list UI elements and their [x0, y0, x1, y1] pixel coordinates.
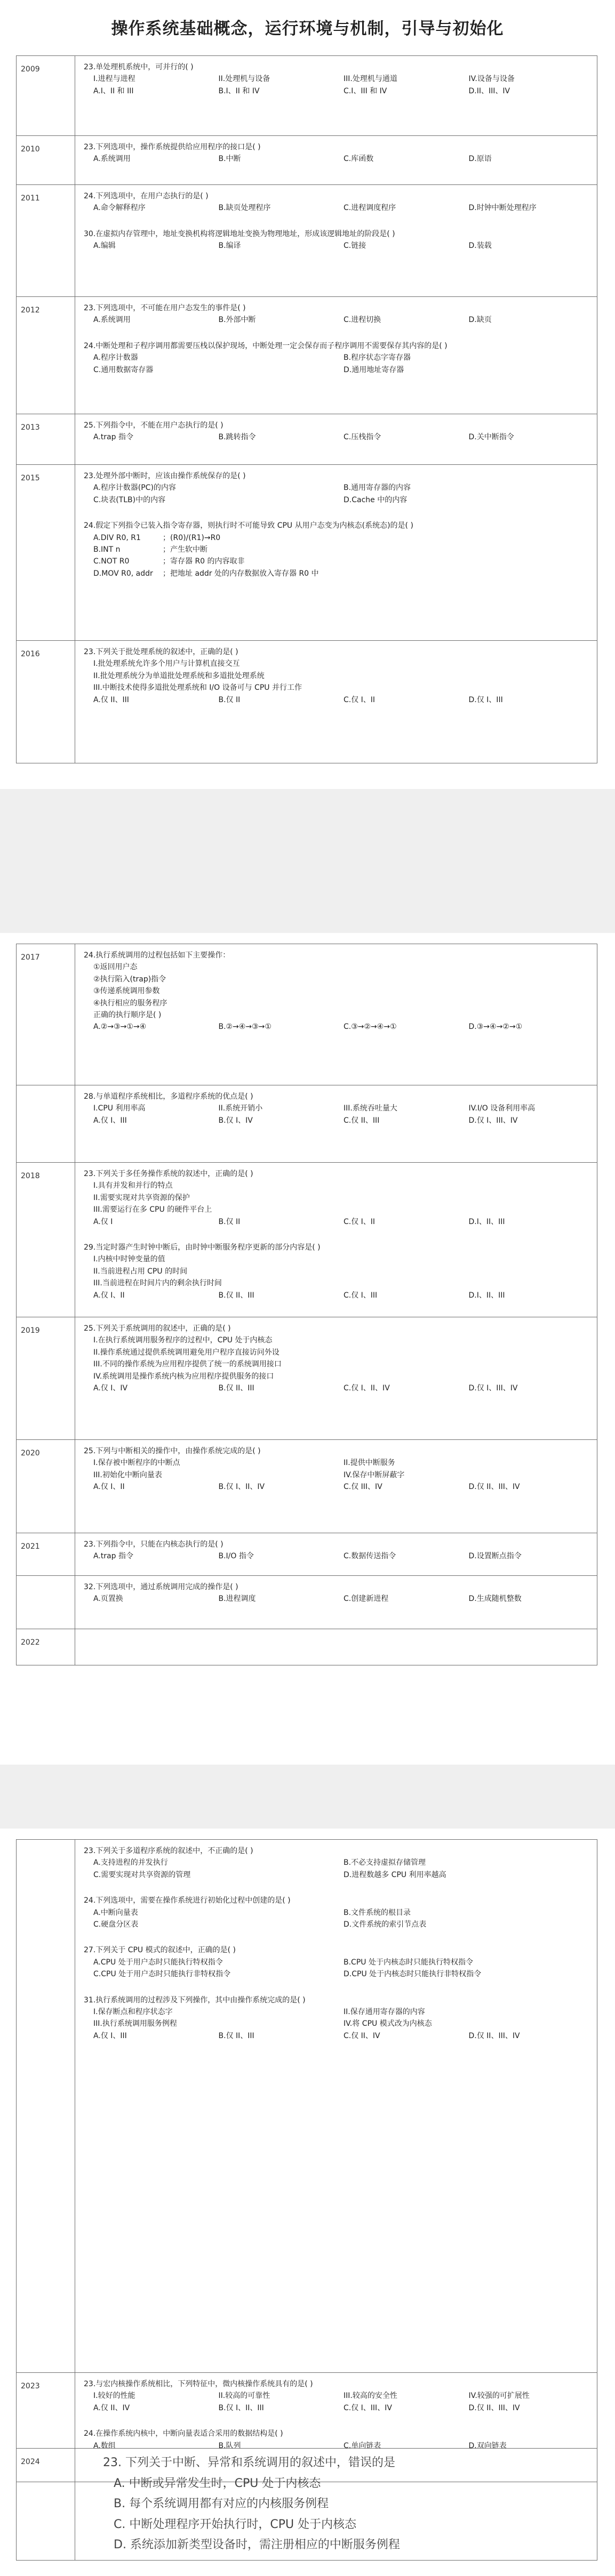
options-grid — [82, 1102, 590, 1126]
statement-line: II.当前进程占用 CPU 的时间 — [93, 1267, 188, 1276]
year-label: 2020 — [17, 1440, 75, 1533]
question-block — [82, 228, 590, 252]
option-item: B.CPU 处于内核态时只能执行特权指令 — [344, 1958, 473, 1967]
question-block — [82, 61, 590, 97]
options-grid — [82, 73, 590, 97]
question-table-1 — [16, 55, 597, 763]
question-cell — [75, 1576, 597, 1629]
option-item: C.仅 III、IV — [344, 1483, 382, 1492]
option-item: A.trap 指令 — [93, 433, 133, 442]
option-item: B.仅 II — [218, 695, 241, 704]
question-cell — [75, 136, 597, 185]
options-grid — [82, 2030, 590, 2042]
year-label: 2011 — [17, 185, 75, 297]
question-block — [82, 1539, 590, 1563]
options-grid — [82, 153, 590, 165]
option-item: C.通用数据寄存器 — [93, 365, 154, 374]
question-cell — [75, 1629, 597, 1665]
statement-line: I.内核中时钟变量的值 — [93, 1255, 165, 1264]
year-label: 2024 — [17, 2449, 75, 2561]
option-item: C.单向链表 — [344, 2441, 381, 2450]
year-label: 2017 — [17, 944, 75, 1085]
statement-grid — [82, 2006, 590, 2030]
question-cell — [75, 944, 597, 1085]
option-item: D.时钟中断处理程序 — [468, 204, 537, 213]
option-item: C.仅 I、III — [344, 1291, 378, 1300]
year-label: 2021 — [17, 1533, 75, 1576]
page-gap — [0, 1765, 615, 1829]
question-stem: 25.下列关于系统调用的叙述中，正确的是( ) — [84, 1324, 231, 1333]
option-item: C.进程调度程序 — [344, 204, 396, 213]
question-block — [82, 1323, 590, 1394]
question-cell — [75, 1533, 597, 1576]
option-item: B.缺页处理程序 — [218, 204, 271, 213]
options-grid — [82, 240, 590, 252]
option-item: A.页置换 — [93, 1595, 123, 1604]
question-block — [82, 1994, 590, 2042]
option-item: C.NOT R0 — [93, 557, 130, 566]
option-item: D.生成随机整数 — [468, 1595, 522, 1604]
option-item: C.仅 I、II、IV — [344, 1383, 390, 1392]
year-label: 2013 — [17, 414, 75, 465]
question-stem: 23.下列关于多任务操作系统的叙述中，正确的是( ) — [84, 1170, 253, 1178]
question-stem: 23.单处理机系统中，可并行的( ) — [84, 63, 194, 71]
year-row — [17, 1840, 597, 2373]
option-item: C.压栈指令 — [344, 433, 381, 442]
option-item: D.通用地址寄存器 — [344, 365, 404, 374]
options-grid — [82, 2390, 590, 2414]
statement-line: III.需要运行在多 CPU 的硬件平台上 — [93, 1205, 212, 1214]
question-block — [82, 190, 590, 214]
option-item: B.程序状态字寄存器 — [344, 353, 411, 363]
options-grid — [82, 352, 590, 376]
option-item: D.仅 I、III、IV — [468, 1116, 518, 1125]
question-cell — [75, 185, 597, 297]
options-grid — [82, 1550, 590, 1562]
statement-line: ④执行相应的服务程序 — [93, 999, 167, 1008]
option-item: A.仅 II、III — [93, 695, 129, 704]
question-cell — [75, 56, 597, 136]
option-item: B.通用寄存器的内容 — [344, 484, 411, 493]
year-row — [17, 1533, 597, 1576]
question-cell — [75, 1085, 597, 1163]
year-row — [17, 136, 597, 185]
option-item: I.较好的性能 — [93, 2392, 135, 2401]
option-item: II.处理机与设备 — [218, 75, 270, 84]
options-grid — [82, 202, 590, 214]
option-item: III.系统吞吐量大 — [344, 1104, 397, 1113]
question-block — [82, 1895, 590, 1930]
option-item: A.程序计数器 — [93, 353, 138, 363]
question-stem: 23.处理外部中断时，应该由操作系统保存的是( ) — [84, 472, 246, 480]
question-block — [82, 1944, 590, 1980]
option-item: A.仅 I、II — [93, 1483, 125, 1492]
year-label: 2023 — [17, 2373, 75, 2482]
option-item: D.仅 I、III、IV — [468, 1383, 518, 1392]
statement-line: I.批处理系统允许多个用户与计算机直接交互 — [93, 659, 240, 669]
question-block — [82, 646, 590, 706]
question-block — [82, 1091, 590, 1126]
question-stem: 31.执行系统调用的过程涉及下列操作，其中由操作系统完成的是( ) — [84, 1995, 306, 2005]
option-item: A.仅 I — [93, 1217, 113, 1226]
option-item: A.数组 — [93, 2441, 116, 2450]
options-grid — [82, 1593, 590, 1605]
question-block — [82, 1581, 590, 1605]
option-item: B.进程调度 — [218, 1595, 256, 1604]
question-block — [82, 1242, 590, 1301]
question-stem: 32.下列选项中，通过系统调用完成的操作是( ) — [84, 1583, 238, 1591]
statement-line: III.中断技术使得多道批处理系统和 I/O 设备可与 CPU 并行工作 — [93, 683, 302, 693]
option-item: D.③→④→②→① — [468, 1023, 523, 1032]
year-row — [17, 1440, 597, 1533]
option-item: A.仅 II、IV — [93, 2403, 130, 2412]
question-cell — [75, 641, 597, 763]
option-item: II.系统开销小 — [218, 1104, 263, 1113]
question-stem: 30.在虚拟内存管理中，地址变换机构将逻辑地址变换为物理地址，形成该逻辑地址的阶段是( ) — [84, 229, 395, 238]
option-item: A.命令解释程序 — [93, 204, 146, 213]
year-row — [17, 1163, 597, 1317]
option-item: A.I、II 和 III — [93, 86, 134, 95]
option-item: ；把地址 addr 处的内存数据放入寄存器 R0 中 — [163, 569, 319, 578]
page-gap — [0, 789, 615, 933]
question-cell — [75, 2449, 597, 2561]
question-stem: 29.当定时器产生时钟中断后，由时钟中断服务程序更新的部分内容是( ) — [84, 1243, 321, 1252]
option-item: D.进程数越多 CPU 利用率越高 — [344, 1870, 446, 1879]
statement-item: II.保存通用寄存器的内容 — [344, 2007, 425, 2016]
options-grid — [82, 1290, 590, 1301]
option-item: B.仅 II、III — [218, 1291, 254, 1300]
year-row — [17, 56, 597, 136]
question-cell — [75, 465, 597, 641]
statement-line: ③传递系统调用参数 — [93, 987, 160, 996]
options-grid — [82, 1382, 590, 1394]
statement-line: III.不同的操作系统为应用程序提供了统一的系统调用接口 — [93, 1360, 282, 1369]
option-item: A.仅 I、III — [93, 1116, 127, 1125]
option-item: A.支持进程的并发执行 — [93, 1858, 168, 1867]
statement-item: IV.将 CPU 模式改为内核态 — [344, 2019, 432, 2028]
question-stem: 23.下列选项中，不可能在用户态发生的事件是( ) — [84, 304, 246, 312]
option-item: C.仅 I、II — [344, 1217, 376, 1226]
option-item: C.仅 II、III — [344, 1116, 380, 1125]
question-block — [82, 470, 590, 506]
options-grid — [82, 314, 590, 326]
question-block — [82, 302, 590, 326]
option-item: D.仅 II、III、IV — [468, 2031, 520, 2040]
question-stem: 27.下列关于 CPU 模式的叙述中，正确的是( ) — [84, 1946, 236, 1955]
question-block — [82, 2378, 590, 2414]
option-item: D.Cache 中的内容 — [344, 495, 408, 504]
option-item: D.仅 I、III — [468, 695, 503, 704]
option-item: B.仅 I、II、IV — [218, 1483, 265, 1492]
option-item: B.INT n — [93, 545, 121, 554]
option-item: C.数据传送指令 — [344, 1552, 396, 1561]
option-item: IV.设备与设备 — [468, 75, 515, 84]
option-item: IV.较强的可扩展性 — [468, 2392, 530, 2401]
options-grid — [82, 694, 590, 706]
option-item: II.较高的可靠性 — [218, 2392, 270, 2401]
option-item: B.仅 I、II、III — [218, 2403, 264, 2412]
statement-item: II.提供中断服务 — [344, 1459, 395, 1468]
statement-item: I.保存被中断程序的中断点 — [93, 1459, 180, 1468]
statement-line: II.需要实现对共享资源的保护 — [93, 1193, 190, 1202]
option-item: D.CPU 处于内核态时只能执行非特权指令 — [344, 1970, 482, 1979]
option-item: B.跳转指令 — [218, 433, 256, 442]
year-label: 2019 — [17, 1317, 75, 1440]
option-item: D.缺页 — [468, 316, 492, 325]
option-item: A.仅 I、III — [93, 2031, 127, 2040]
option-item: A.DIV R0, R1 — [93, 533, 141, 542]
statement-line: II.操作系统通过提供系统调用避免用户程序直接访问外设 — [93, 1348, 279, 1357]
option-item: C.CPU 处于用户态时只能执行非特权指令 — [93, 1970, 231, 1979]
question-stem: 24.中断处理和子程序调用都需要压栈以保护现场，中断处理一定会保存而子程序调用不需要保存其内容的是( ) — [84, 341, 448, 350]
year-label: 2010 — [17, 136, 75, 185]
option-item: D.仅 II、III、IV — [468, 2403, 520, 2412]
options-grid — [82, 482, 590, 506]
statement-line: IV.系统调用是操作系统内核为应用程序提供服务的接口 — [93, 1372, 274, 1381]
option-item: D.MOV R0, addr — [93, 569, 153, 578]
statement-line: II.批处理系统分为单道批处理系统和多道批处理系统 — [93, 671, 265, 680]
option-d: D. 系统添加新类型设备时，需注册相应的中断服务例程 — [114, 2538, 400, 2551]
year-row — [17, 1629, 597, 1665]
question-block — [82, 1845, 590, 1881]
option-item: C.链接 — [344, 241, 366, 251]
statement-line: ①返回用户态 — [93, 963, 138, 972]
page-3 — [0, 1829, 615, 2576]
year-label: 2009 — [17, 56, 75, 136]
option-item: B.仅 II、III — [218, 2031, 254, 2040]
option-item: A.系统调用 — [93, 155, 131, 164]
option-item: C.仅 II、IV — [344, 2031, 380, 2040]
question-block — [82, 340, 590, 376]
statement-line: I.在执行系统调用服务程序的过程中，CPU 处于内核态 — [93, 1336, 273, 1345]
option-item: A.编辑 — [93, 241, 116, 251]
option-item: B.仅 I、IV — [218, 1116, 253, 1125]
option-item: B.I/O 指令 — [218, 1552, 254, 1561]
option-b: B. 每个系统调用都有对应的内核服务例程 — [114, 2497, 329, 2510]
question-cell — [75, 1317, 597, 1440]
option-item: D.I、II、III — [468, 1291, 505, 1300]
options-grid — [82, 1957, 590, 1981]
options-grid — [82, 431, 590, 443]
options-grid — [82, 1907, 590, 1931]
option-item: ；产生软中断 — [163, 545, 207, 554]
question-cell — [75, 1440, 597, 1533]
option-item: D.文件系统的索引节点表 — [344, 1920, 427, 1929]
option-a: A. 中断或异常发生时，CPU 处于内核态 — [114, 2476, 321, 2490]
option-item: ；寄存器 R0 的内容取非 — [163, 557, 245, 566]
option-item: B.中断 — [218, 155, 241, 164]
option-item: B.I、II 和 IV — [218, 86, 260, 95]
year-row — [17, 2449, 597, 2561]
option-item: A.仅 I、IV — [93, 1383, 128, 1392]
statement-line: III.当前进程在时间片内的剩余执行时间 — [93, 1279, 222, 1288]
option-item: C.块表(TLB)中的内容 — [93, 495, 166, 504]
option-item: IV.I/O 设备利用率高 — [468, 1104, 536, 1113]
question-stem: 24.下列选项中，需要在操作系统进行初始化过程中创建的是( ) — [84, 1896, 291, 1905]
options-grid — [82, 1216, 590, 1228]
statement-grid — [82, 1457, 590, 1481]
page-1 — [0, 0, 615, 789]
question-stem: 23.与宏内核操作系统相比，下列特征中，微内核操作系统具有的是( ) — [84, 2380, 313, 2388]
question-block — [82, 141, 590, 165]
year-row — [17, 1576, 597, 1629]
option-item: B.不必支持虚拟存储管理 — [344, 1858, 426, 1867]
year-label: 2018 — [17, 1163, 75, 1317]
option-item: C.硬盘分区表 — [93, 1920, 139, 1929]
options-grid — [82, 1857, 590, 1881]
question-block — [82, 949, 590, 1033]
option-item: C.创建新进程 — [344, 1595, 389, 1604]
year-row — [17, 297, 597, 414]
question-stem: 28.与单道程序系统相比，多道程序系统的优点是( ) — [84, 1092, 253, 1101]
question-table-2 — [16, 944, 597, 1665]
question-table-2024 — [16, 2448, 597, 2561]
question-stem: 24.在操作系统内核中，中断向量表适合采用的数据结构是( ) — [84, 2429, 283, 2438]
question-stem: 23.下列关于多道程序系统的叙述中，不正确的是( ) — [84, 1847, 253, 1855]
option-item: D.装载 — [468, 241, 492, 251]
statement-line: 正确的执行顺序是( ) — [93, 1010, 162, 1019]
question-stem: 24.下列选项中，在用户态执行的是( ) — [84, 192, 209, 200]
option-item: A.trap 指令 — [93, 1552, 133, 1561]
question-block — [82, 420, 590, 444]
year-label: 2022 — [17, 1629, 75, 1665]
option-item: B.仅 II、III — [218, 1383, 254, 1392]
question-table-3 — [16, 1839, 597, 2482]
option-item: D.仅 II、III、IV — [468, 1483, 520, 1492]
option-item: D.I、II、III — [468, 1217, 505, 1226]
option-item: D.双向链表 — [468, 2441, 507, 2450]
question-cell — [75, 297, 597, 414]
year-label — [17, 1840, 75, 2373]
question-stem: 23.下列选项中，操作系统提供给应用程序的接口是( ) — [84, 143, 261, 151]
option-item: A.中断向量表 — [93, 1908, 138, 1917]
statement-item: IV.保存中断屏蔽字 — [344, 1470, 405, 1479]
option-item: A.系统调用 — [93, 316, 131, 325]
option-item: B.队列 — [218, 2441, 241, 2450]
option-c: C. 中断处理程序开始执行时，CPU 处于内核态 — [114, 2517, 357, 2531]
question-stem: 24.执行系统调用的过程包括如下主要操作： — [84, 951, 230, 960]
option-item: D.关中断指令 — [468, 433, 514, 442]
option-item: III.处理机与通道 — [344, 75, 397, 84]
question-stem: 23. 下列关于中断、异常和系统调用的叙述中，错误的是 — [103, 2456, 395, 2469]
year-label: 2016 — [17, 641, 75, 763]
option-item: D.设置断点指令 — [468, 1552, 522, 1561]
question-stem: 23.下列关于批处理系统的叙述中，正确的是( ) — [84, 648, 238, 656]
question-cell — [75, 1163, 597, 1317]
options-grid — [82, 1481, 590, 1493]
year-row — [17, 1317, 597, 1440]
question-block — [82, 520, 590, 579]
option-item: A.仅 I、II — [93, 1291, 125, 1300]
option-item: C.仅 I、III、IV — [344, 2403, 392, 2412]
year-label — [17, 1085, 75, 1163]
option-item: C.库函数 — [344, 155, 374, 164]
year-row — [17, 944, 597, 1085]
year-row — [17, 641, 597, 763]
statement-item: I.保存断点和程序状态字 — [93, 2007, 173, 2016]
year-row — [17, 185, 597, 297]
option-item: C.仅 I、II — [344, 695, 376, 704]
question-stem: 24.假定下列指令已装入指令寄存器，则执行时不可能导致 CPU 从用户态变为内核态(系统态)的是( ) — [84, 521, 413, 530]
option-item: ；(R0)/(R1)→R0 — [163, 533, 221, 542]
question-block — [82, 1445, 590, 1493]
question-cell — [75, 414, 597, 465]
year-row — [17, 414, 597, 465]
option-item: A.CPU 处于用户态时只能执行特权指令 — [93, 1958, 223, 1967]
question-stem: 25.下列指令中，不能在用户态执行的是( ) — [84, 421, 223, 430]
statement-line: I.具有并发和并行的特点 — [93, 1181, 173, 1190]
option-item: C.进程切换 — [344, 316, 381, 325]
option-item: D.II、III、IV — [468, 86, 510, 95]
year-row — [17, 465, 597, 641]
option-item: I.进程与进程 — [93, 75, 135, 84]
option-item: III.较高的安全性 — [344, 2392, 397, 2401]
year-label: 2015 — [17, 465, 75, 641]
option-item: C.I、III 和 IV — [344, 86, 387, 95]
option-item: C.需要实现对共享资源的管理 — [93, 1870, 191, 1879]
option-item: A.②→③→①→④ — [93, 1023, 147, 1032]
option-item: B.仅 II — [218, 1217, 241, 1226]
year-label: 2012 — [17, 297, 75, 414]
options-grid — [82, 1021, 590, 1033]
year-row — [17, 1085, 597, 1163]
option-item: A.程序计数器(PC)的内容 — [93, 484, 176, 493]
question-stem: 23.下列指令中，只能在内核态执行的是( ) — [84, 1540, 223, 1549]
question-block — [82, 1168, 590, 1228]
option-item: C.③→②→④→① — [344, 1023, 397, 1032]
statement-item: III.初始化中断向量表 — [93, 1470, 162, 1479]
option-item: B.②→④→③→① — [218, 1023, 271, 1032]
page-2 — [0, 933, 615, 1765]
option-item: B.编译 — [218, 241, 241, 251]
statement-line: ②执行陷入(trap)指令 — [93, 975, 166, 984]
option-item: B.文件系统的根目录 — [344, 1908, 411, 1917]
question-stem: 25.下列与中断相关的操作中，由操作系统完成的是( ) — [84, 1447, 261, 1455]
statement-item: III.执行系统调用服务例程 — [93, 2019, 177, 2028]
question-cell — [75, 1840, 597, 2373]
option-item: I.CPU 利用率高 — [93, 1104, 146, 1113]
options-grid — [82, 532, 590, 580]
year-label — [17, 1576, 75, 1629]
page-title: 操作系统基础概念，运行环境与机制，引导与初始化 — [111, 19, 504, 38]
option-item: D.原语 — [468, 155, 492, 164]
option-item: B.外部中断 — [218, 316, 256, 325]
